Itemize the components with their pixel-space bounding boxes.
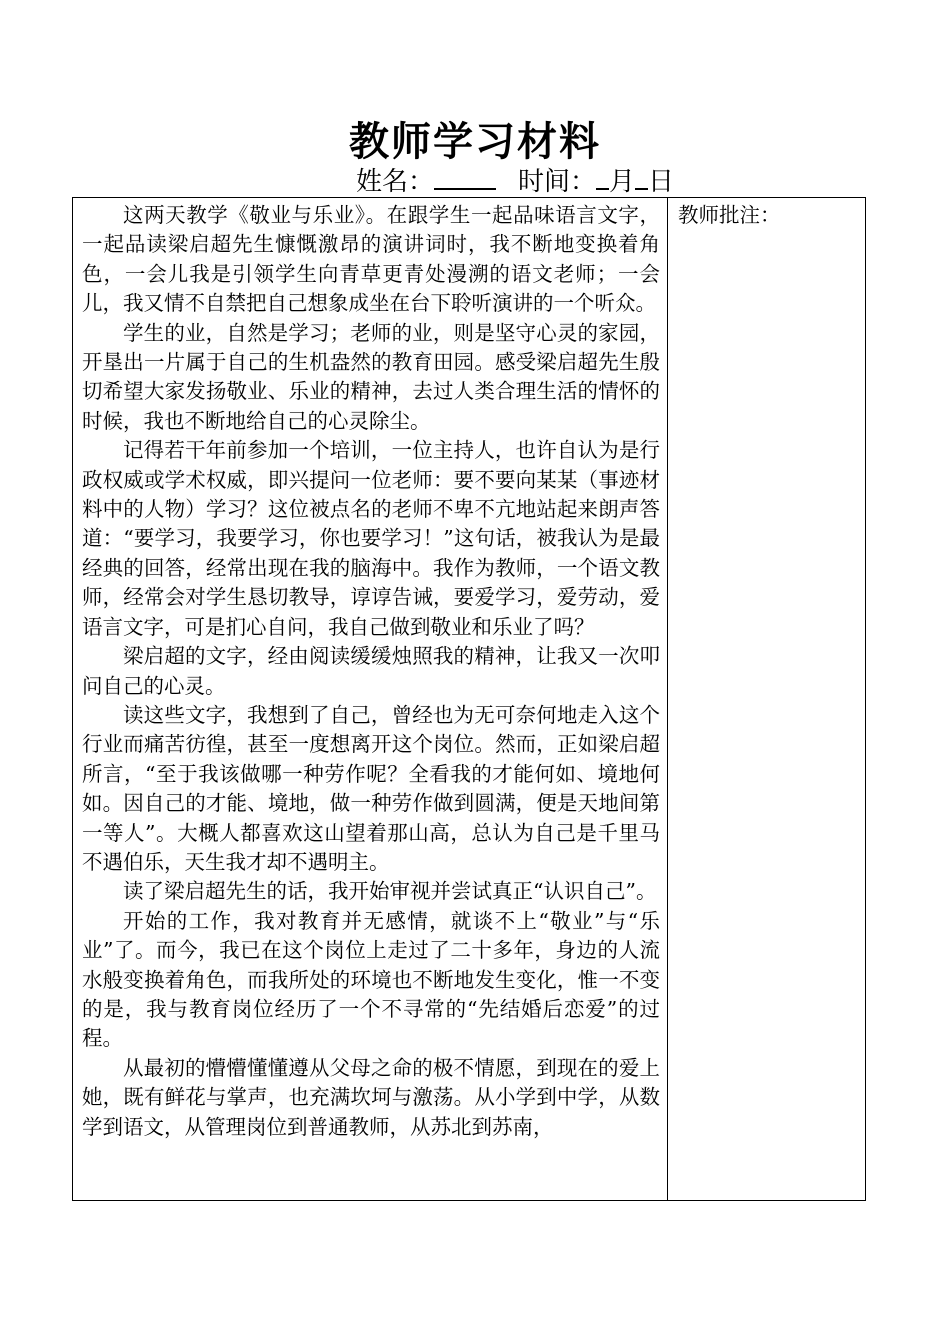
day-label: 日 <box>648 167 675 197</box>
paragraph: 梁启超的文字，经由阅读缓缓烛照我的精神，让我又一次叩问自己的心灵。 <box>82 644 660 698</box>
column-divider <box>667 198 668 1200</box>
document-title: 教师学习材料 <box>349 118 601 165</box>
material-text-cell <box>82 201 660 1142</box>
name-time-line <box>356 166 674 198</box>
name-label: 姓名： <box>356 167 435 197</box>
month-label: 月 <box>609 167 636 197</box>
paragraph: 从最初的懵懵懂懂遵从父母之命的极不情愿，到现在的爱上她，既有鲜花与掌声，也充满坎坷与激荡。从小学到中学，从数学到语文，从管理岗位到普通教师，从苏北到苏南， <box>82 1055 660 1139</box>
paragraph: 学生的业，自然是学习；老师的业，则是坚守心灵的家园，开垦出一片属于自己的生机盎然的教育田园。感受梁启超先生殷切希望大家发扬敬业、乐业的精神，去过人类合理生活的情怀的时候，我也不断地给自己的心灵除尘。 <box>82 320 660 433</box>
day-blank <box>635 166 648 190</box>
material-table <box>72 197 866 1201</box>
teacher-annotation-label: 教师批注： <box>678 203 781 227</box>
paragraph: 这两天教学《敬业与乐业》。在跟学生一起品味语言文字，一起品读梁启超先生慷慨激昂的演讲词时，我不断地变换着角色，一会儿我是引领学生向青草更青处漫溯的语文老师；一会儿，我又情不自禁把自己想象成坐在台下聆听演讲的一个听众。 <box>82 203 660 316</box>
month-blank <box>596 166 609 190</box>
name-blank <box>434 166 496 190</box>
paragraph: 读这些文字，我想到了自己，曾经也为无可奈何地走入这个行业而痛苦彷徨，甚至一度想离开这个岗位。然而，正如梁启超所言，“至于我该做哪一种劳作呢？全看我的才能何如、境地何如。因自己的才能、境地，做一种劳作做到圆满，便是天地间第一等人”。大概人都喜欢这山望着那山高，总认为自己是千里马不遇伯乐，天生我才却不遇明主。 <box>82 702 660 874</box>
paragraph: 读了梁启超先生的话，我开始审视并尝试真正“认识自己”。 <box>123 879 657 904</box>
paragraph: 记得若干年前参加一个培训，一位主持人，也许自认为是行政权威或学术权威，即兴提问一位老师：要不要向某某（事迹材料中的人物）学习？这位被点名的老师不卑不亢地站起来朗声答道：“要学习，我要学习，你也要学习！”这句话，被我认为是最经典的回答，经常出现在我的脑海中。我作为教师，一个语文教师，经常会对学生恳切教导，谆谆告诫，要爱学习，爱劳动，爱语言文字，可是扪心自问，我自己做到敬业和乐业了吗？ <box>82 438 660 639</box>
paragraph: 开始的工作，我对教育并无感情，就谈不上“敬业”与“乐业”了。而今，我已在这个岗位上走过了二十多年，身边的人流水般变换着角色，而我所处的环境也不断地发生变化，惟一不变的是，我与教育岗位经历了一个不寻常的“先结婚后恋爱”的过程。 <box>82 908 660 1051</box>
time-label: 时间： <box>518 167 597 197</box>
